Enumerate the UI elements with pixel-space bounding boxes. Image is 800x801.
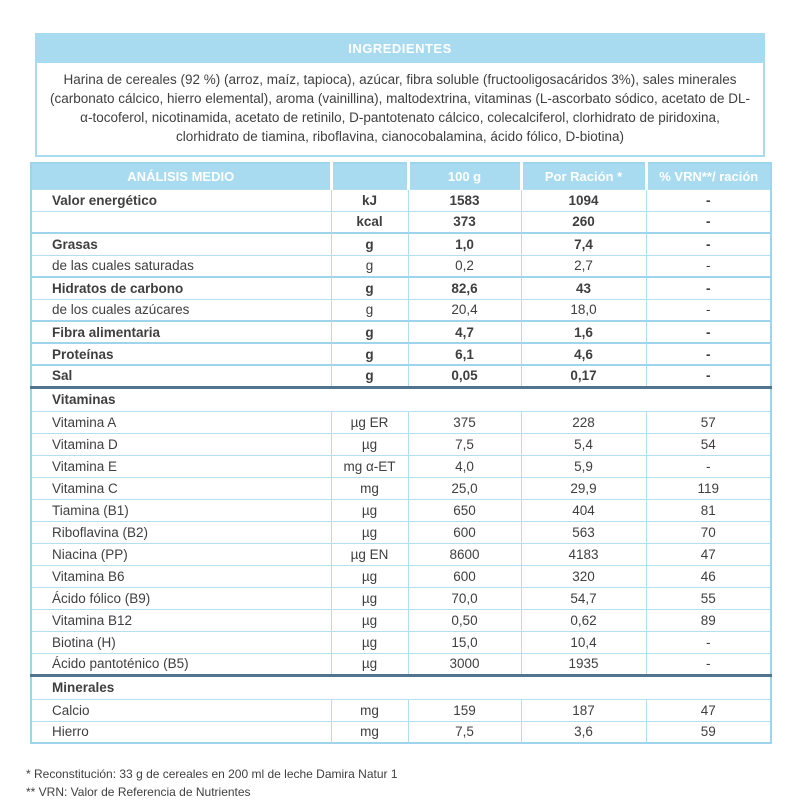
table-row: [31, 653, 771, 675]
header-vrn-racion: % VRN**/ ración: [646, 163, 771, 189]
row-unit: mg: [331, 721, 408, 743]
row-unit: µg: [331, 521, 408, 543]
row-name: Calcio: [31, 699, 331, 721]
table-row: [31, 565, 771, 587]
row-unit: µg EN: [331, 543, 408, 565]
row-name: Valor energético: [52, 192, 158, 208]
value-per-racion: 228: [521, 411, 646, 433]
table-row: [31, 499, 771, 521]
table-row: [31, 255, 771, 277]
value-vrn-percent: -: [646, 211, 771, 233]
row-unit: µg: [331, 433, 408, 455]
value-vrn-percent: 55: [646, 587, 771, 609]
value-vrn-percent: -: [646, 365, 771, 387]
row-unit: mg: [331, 477, 408, 499]
section-title: Minerales: [31, 675, 771, 699]
table-header-row: [31, 163, 771, 189]
value-vrn-percent: -: [646, 255, 771, 277]
value-vrn-percent: 81: [646, 499, 771, 521]
value-per-racion: 18,0: [521, 299, 646, 321]
value-vrn-percent: 59: [646, 721, 771, 743]
table-row: [31, 631, 771, 653]
value-per-100g: 70,0: [408, 587, 521, 609]
value-per-100g: 650: [408, 499, 521, 521]
footnotes: [26, 765, 398, 801]
table-row: [31, 343, 771, 365]
section-header-row: [31, 387, 771, 411]
value-per-racion: 404: [521, 499, 646, 521]
header-unit-column: [331, 163, 408, 189]
value-per-racion: 43: [521, 277, 646, 299]
table-row: [31, 277, 771, 299]
value-per-racion: 3,6: [521, 721, 646, 743]
value-per-racion: 1935: [521, 653, 646, 675]
ingredients-text: Harina de cereales (92 %) (arroz, maíz, tapioca), azúcar, fibra soluble (fructooligosacáridos 3%), sales minerales (carbonato cálcico, hierro elemental), aroma (vainillina), maltodextrina, vitaminas (L-ascorbato sódico, acetato de DL-α-tocoferol, nicotinamida, acetato de retinilo, D-pantotenato cálcico, colecalciferol, clorhidrato de piridoxina, clorhidrato de tiamina, riboflavina, cianocobalamina, ácido fólico, D-biotina): [49, 72, 751, 144]
table-row: [31, 477, 771, 499]
value-vrn-percent: -: [646, 321, 771, 343]
row-unit: µg: [331, 587, 408, 609]
value-per-racion: 10,4: [521, 631, 646, 653]
row-name: Tiamina (B1): [31, 499, 331, 521]
table-row: [31, 609, 771, 631]
row-name: Vitamina B12: [31, 609, 331, 631]
value-vrn-percent: 70: [646, 521, 771, 543]
value-per-100g: 600: [408, 521, 521, 543]
row-unit: µg: [331, 631, 408, 653]
value-per-racion: 5,9: [521, 455, 646, 477]
table-row: [31, 321, 771, 343]
row-name: de los cuales azúcares: [31, 299, 331, 321]
value-vrn-percent: -: [646, 631, 771, 653]
value-vrn-percent: 47: [646, 699, 771, 721]
value-per-100g: 159: [408, 699, 521, 721]
value-vrn-percent: -: [646, 189, 771, 211]
row-name: Vitamina C: [31, 477, 331, 499]
row-name: Vitamina B6: [31, 565, 331, 587]
value-per-racion: 54,7: [521, 587, 646, 609]
row-unit: g: [331, 277, 408, 299]
header-por-racion: Por Ración *: [521, 163, 646, 189]
value-per-100g: 3000: [408, 653, 521, 675]
row-name: de las cuales saturadas: [31, 255, 331, 277]
value-vrn-percent: -: [646, 343, 771, 365]
table-row: [31, 455, 771, 477]
row-unit: g: [331, 321, 408, 343]
value-per-100g: 7,5: [408, 721, 521, 743]
row-unit: g: [331, 365, 408, 387]
row-unit: µg: [331, 565, 408, 587]
row-name: Vitamina D: [31, 433, 331, 455]
value-per-100g: 1583: [408, 189, 521, 211]
value-vrn-percent: 57: [646, 411, 771, 433]
value-vrn-percent: 46: [646, 565, 771, 587]
table-row: [31, 521, 771, 543]
value-vrn-percent: -: [646, 299, 771, 321]
value-vrn-percent: 119: [646, 477, 771, 499]
value-per-100g: 20,4: [408, 299, 521, 321]
row-name: Grasas: [31, 233, 331, 255]
value-per-racion: 1094: [521, 189, 646, 211]
table-row: [31, 433, 771, 455]
row-name: Riboflavina (B2): [31, 521, 331, 543]
row-name: Ácido fólico (B9): [31, 587, 331, 609]
table-row: [31, 699, 771, 721]
row-unit: g: [331, 343, 408, 365]
value-per-100g: 4,7: [408, 321, 521, 343]
table-row: [31, 721, 771, 743]
value-per-racion: 563: [521, 521, 646, 543]
row-name: Sal: [31, 365, 331, 387]
value-vrn-percent: -: [646, 653, 771, 675]
value-vrn-percent: 47: [646, 543, 771, 565]
row-unit: g: [331, 255, 408, 277]
row-unit: µg: [331, 609, 408, 631]
row-name: Hidratos de carbono: [31, 277, 331, 299]
row-unit: µg ER: [331, 411, 408, 433]
value-vrn-percent: -: [646, 277, 771, 299]
value-per-100g: 0,2: [408, 255, 521, 277]
row-name: Vitamina A: [31, 411, 331, 433]
value-per-100g: 15,0: [408, 631, 521, 653]
table-row: [31, 543, 771, 565]
row-unit: mg: [331, 699, 408, 721]
value-per-racion: 260: [521, 211, 646, 233]
row-name: [31, 211, 331, 233]
value-per-racion: 2,7: [521, 255, 646, 277]
value-per-racion: 1,6: [521, 321, 646, 343]
value-per-100g: 0,50: [408, 609, 521, 631]
value-per-100g: 8600: [408, 543, 521, 565]
value-per-racion: 4,6: [521, 343, 646, 365]
value-per-racion: 4183: [521, 543, 646, 565]
row-unit: mg α-ET: [331, 455, 408, 477]
value-per-racion: 29,9: [521, 477, 646, 499]
table-row: [31, 411, 771, 433]
row-unit: µg: [331, 499, 408, 521]
table-row: [31, 365, 771, 387]
value-per-100g: 25,0: [408, 477, 521, 499]
row-name: Vitamina E: [31, 455, 331, 477]
section-title: Vitaminas: [31, 387, 771, 411]
row-unit: µg: [331, 653, 408, 675]
value-vrn-percent: -: [646, 233, 771, 255]
row-name: Niacina (PP): [31, 543, 331, 565]
value-vrn-percent: 54: [646, 433, 771, 455]
header-analisis-medio: ANÁLISIS MEDIO: [31, 163, 331, 189]
value-vrn-percent: 89: [646, 609, 771, 631]
value-per-racion: 0,17: [521, 365, 646, 387]
value-per-racion: 187: [521, 699, 646, 721]
header-100g: 100 g: [408, 163, 521, 189]
table-row: [31, 211, 771, 233]
footnote-reconstitucion: * Reconstitución: 33 g de cereales en 200 ml de leche Damira Natur 1: [26, 767, 398, 781]
row-unit: kcal: [331, 211, 408, 233]
value-per-100g: 82,6: [408, 277, 521, 299]
row-name: Biotina (H): [31, 631, 331, 653]
value-per-100g: 7,5: [408, 433, 521, 455]
table-row: [31, 299, 771, 321]
value-per-100g: 4,0: [408, 455, 521, 477]
value-per-racion: 5,4: [521, 433, 646, 455]
table-row: [31, 587, 771, 609]
row-name: Fibra alimentaria: [31, 321, 331, 343]
value-per-racion: 320: [521, 565, 646, 587]
table-row: [31, 233, 771, 255]
value-per-100g: 1,0: [408, 233, 521, 255]
row-name: Proteínas: [31, 343, 331, 365]
row-name: Ácido pantoténico (B5): [31, 653, 331, 675]
row-unit: g: [331, 299, 408, 321]
row-unit: kJ: [331, 189, 408, 211]
value-per-100g: 6,1: [408, 343, 521, 365]
row-name: Hierro: [31, 721, 331, 743]
section-header-row: [31, 675, 771, 699]
table-row: [31, 189, 771, 211]
value-per-racion: 7,4: [521, 233, 646, 255]
value-per-100g: 600: [408, 565, 521, 587]
footnote-vrn: ** VRN: Valor de Referencia de Nutrientes: [26, 785, 251, 799]
ingredients-section: [35, 33, 765, 157]
value-per-racion: 0,62: [521, 609, 646, 631]
value-per-100g: 0,05: [408, 365, 521, 387]
row-unit: g: [331, 233, 408, 255]
value-per-100g: 375: [408, 411, 521, 433]
value-per-100g: 373: [408, 211, 521, 233]
ingredients-title: INGREDIENTES: [37, 35, 763, 63]
value-vrn-percent: -: [646, 455, 771, 477]
analysis-table: [30, 162, 772, 744]
